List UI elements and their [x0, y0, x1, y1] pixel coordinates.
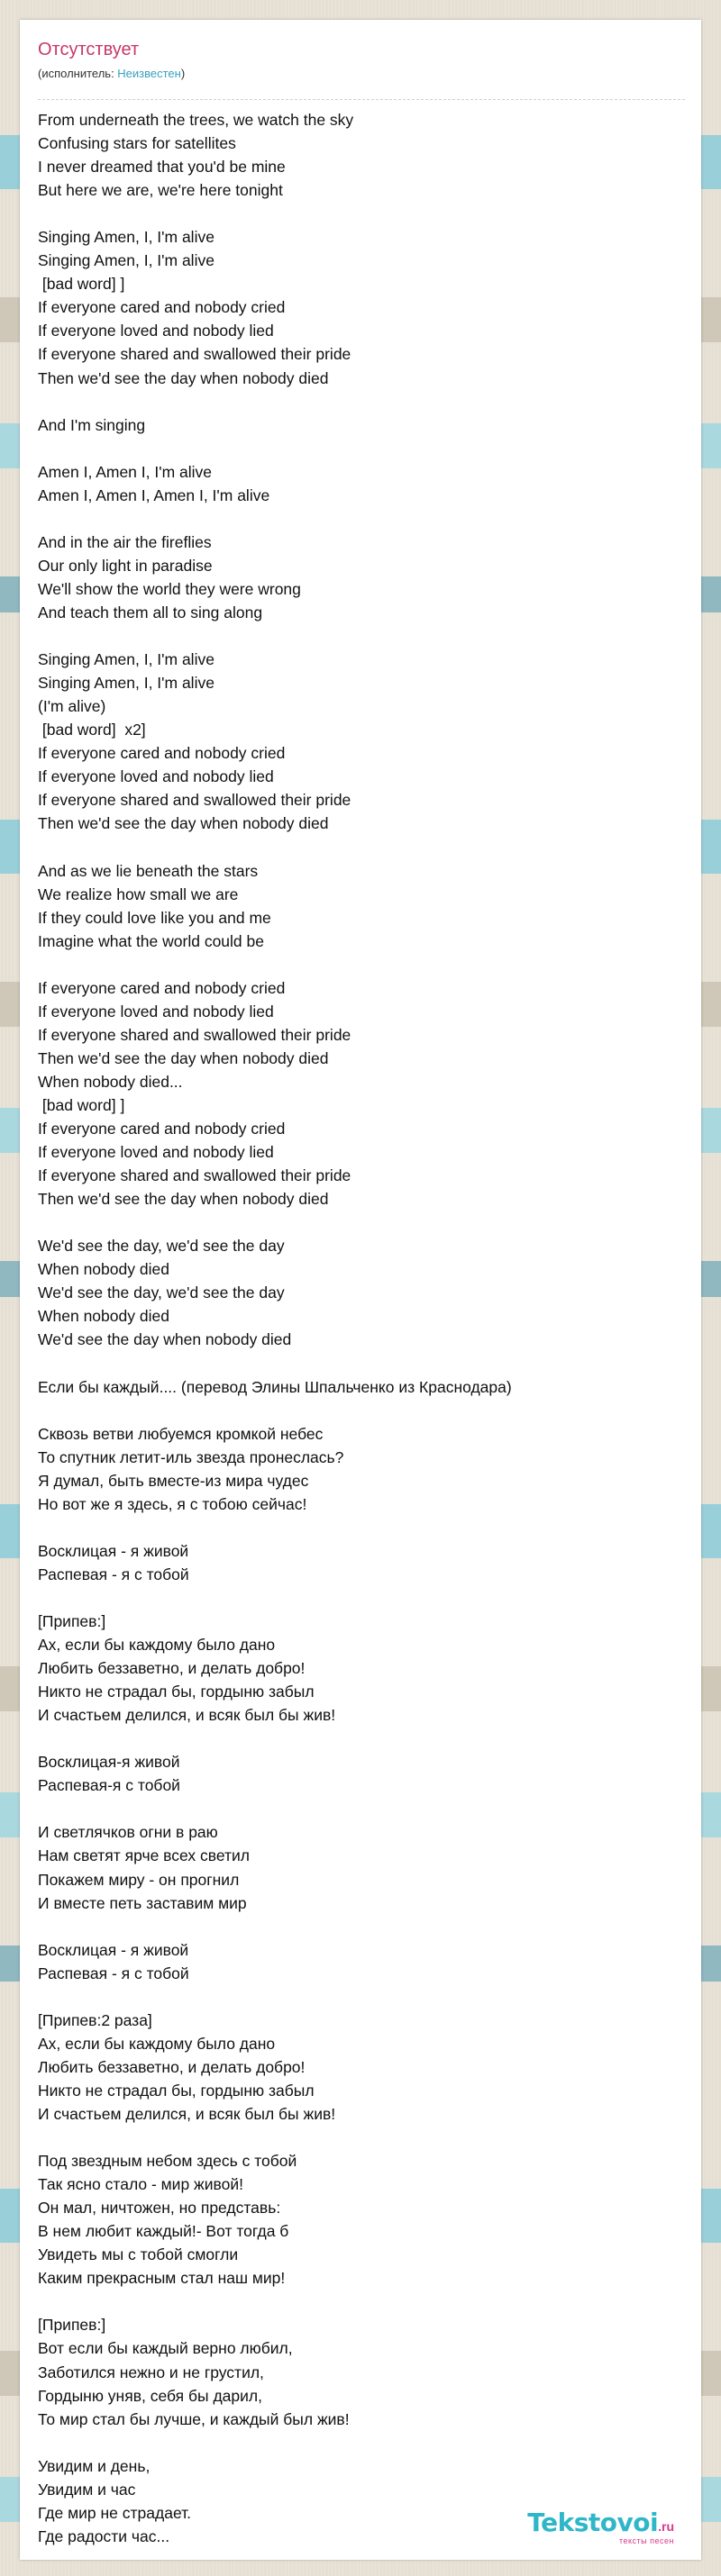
- lyrics-page: [20, 20, 701, 2560]
- logo-name: Tekstovoi: [527, 2508, 659, 2537]
- logo-tagline: тексты песен: [618, 2536, 674, 2545]
- artist-link[interactable]: Неизвестен: [117, 67, 181, 80]
- site-logo[interactable]: [527, 2510, 674, 2545]
- artist-line: [38, 67, 185, 80]
- logo-tld: .ru: [658, 2519, 674, 2534]
- artist-prefix: (исполнитель:: [38, 67, 118, 80]
- lyrics-text: From underneath the trees, we watch the sky Confusing stars for satellites I never dreamed that you'd be mine But here we are, we're here tonight Singing Amen, I, I'm alive Singing Amen, I, I'm alive [bad word] ] If everyone cared and nobody cried If everyone loved and nobody lied If everyone shared and swallowed their pride Then we'd see the day when nobody died And I'm singing Amen I, Amen I, I'm alive Amen I, Amen I, Amen I, I'm alive And in the air the fireflies Our only light in paradise We'll show the world they were wrong And teach them all to sing along Singing Amen, I, I'm alive Singing Amen, I, I'm alive (I'm alive) [bad word] x2] If everyone cared and nobody cried If everyone loved and nobody lied If everyone shared and swallowed their pride Then we'd see the day when nobody died And as we lie beneath the stars We realize how small we are If they could love like you and me Imagine what the world could be If everyone cared and nobody cried If everyone loved and nobody lied If everyone shared and swallowed their pride Then we'd see the day when nobody died When nobody died... [bad word] ] If everyone cared and nobody cried If everyone loved and nobody lied If everyone shared and swallowed their pride Then we'd see the day when nobody died We'd see the day, we'd see the day When nobody died We'd see the day, we'd see the day When nobody died We'd see the day when nobody died Если бы каждый.... (перевод Элины Шпальченко из Краснодара) Сквозь ветви любуемся кромкой небес То спутник летит-иль звезда пронеслась? Я думал, быть вместе-из мира чудес Но вот же я здесь, я с тобою сейчас! Восклицая - я живой Распевая - я с тобой [Припев:] Ах, если бы каждому было дано Любить беззаветно, и делать добро! Никто не страдал бы, гордыню забыл И счастьем делился, и всяк был бы жив! Восклицая-я живой Распевая-я с тобой И светлячков огни в раю Нам светят ярче всех светил Покажем миру - он прогнил И вместе петь заставим мир Восклицая - я живой Распевая - я с тобой [Припев:2 раза] Ах, если бы каждому было дано Любить беззаветно, и делать добро! Никто не страдал бы, гордыню забыл И счастьем делился, и всяк был бы жив! Под звездным небом здесь с тобой Так ясно стало - мир живой! Он мал, ничтожен, но представь: В нем любит каждый!- Вот тогда б Увидеть мы с тобой смогли Каким прекрасным стал наш мир! [Припев:] Вот если бы каждый верно любил, Заботился нежно и не грустил, Гордыню уняв, себя бы дарил, То мир стал бы лучше, и каждый был жив! Увидим и день, Увидим и час Где мир не страдает. Где радости час...: [38, 111, 512, 2545]
- song-title: Отсутствует: [38, 40, 140, 59]
- artist-suffix: ): [180, 67, 186, 80]
- song-header: [38, 38, 685, 100]
